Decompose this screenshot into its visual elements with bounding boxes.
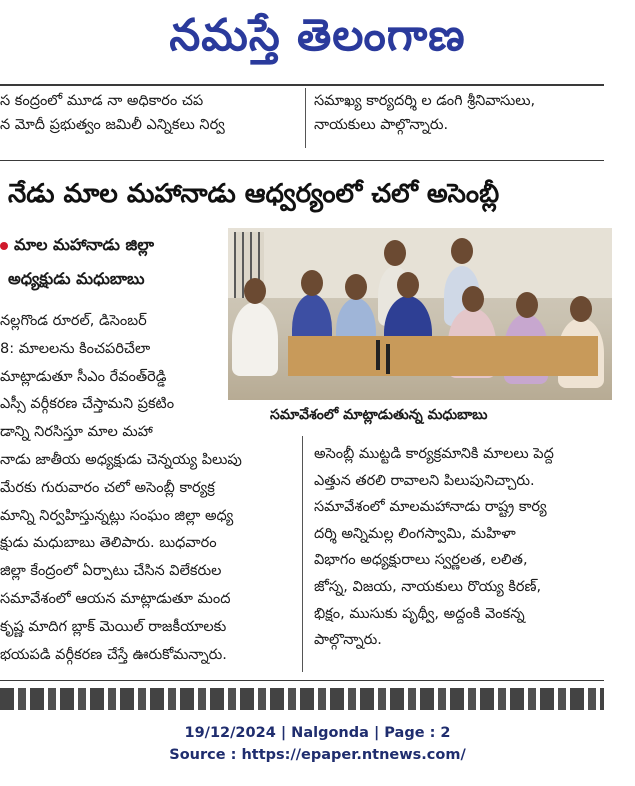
subhead-line: అధ్యక్షుడు మధుబాబు xyxy=(8,269,145,288)
text-line: నల్లగొండ రూరల్, డిసెంబర్ xyxy=(0,313,147,329)
text-line: జిల్లా కేంద్రంలో ఏర్పాటు చేసిన విలేకరుల xyxy=(0,563,222,580)
text-line: స కంద్రంలో మూడ నా అధికారం చప xyxy=(0,93,204,109)
body-left-column xyxy=(0,308,290,669)
text-line: నాయకులు పాల్గొన్నారు. xyxy=(314,117,449,134)
microphone-icon xyxy=(386,344,390,374)
text-line: మేరకు గురువారం చలో అసెంబ్లీ కార్యక్ర xyxy=(0,479,215,496)
footer-date-line: 19/12/2024 | Nalgonda | Page : 2 xyxy=(184,725,451,741)
text-line: సమావేశంలో ఆయన మాట్లాడుతూ మంద xyxy=(0,590,231,607)
column-divider xyxy=(305,88,306,148)
microphone-icon xyxy=(376,340,380,370)
text-line: సమాఖ్య కార్యదర్శి ల డంగి శ్రీనివాసులు, xyxy=(314,93,536,109)
text-line: ఎస్సీ వర్గీకరణ చేస్తామని ప్రకటిం xyxy=(0,396,175,413)
masthead xyxy=(0,0,635,82)
top-right-column xyxy=(314,89,614,137)
photo-caption: సమావేశంలో మాట్లాడుతున్న మధుబాబు xyxy=(270,407,488,423)
masthead-title: నమస్తే తెలంగాణ xyxy=(169,10,466,61)
subhead-line: మాల మహానాడు జిల్లా xyxy=(14,235,154,254)
article-headline: నేడు మాల మహానాడు ఆధ్వర్యంలో చలో అసెంబ్లీ xyxy=(8,179,500,209)
top-left-column xyxy=(0,89,298,137)
article-subhead xyxy=(0,228,228,296)
section-rule xyxy=(0,160,604,161)
text-line: న మోదీ ప్రభుత్వం జమిలీ ఎన్నికలు నిర్వ xyxy=(0,117,225,134)
cut-off-headline xyxy=(0,688,604,710)
text-line: మాట్లాడుతూ సీఎం రేవంత్‌రెడ్డి xyxy=(0,368,167,385)
text-line: అసెంబ్లీ ముట్టడి కార్యక్రమానికి మాలలు పెద్ద xyxy=(314,446,554,462)
press-table xyxy=(288,336,598,376)
section-rule xyxy=(0,680,604,681)
column-divider xyxy=(302,436,303,672)
body-right-column xyxy=(314,441,612,654)
text-line: క్షుడు మధుబాబు తెలిపారు. బుధవారం xyxy=(0,535,217,552)
text-line: పాల్గొన్నారు. xyxy=(314,632,382,649)
text-line: మాన్ని నిర్వహిస్తున్నట్లు సంఘం జిల్లా అధ్య xyxy=(0,507,234,524)
text-line: భయపడి వర్గీకరణ చేస్తే ఊరుకోమన్నారు. xyxy=(0,646,227,663)
text-line: కృష్ణ మాదిగ బ్లాక్ మెయిల్ రాజకీయాలకు xyxy=(0,618,227,635)
bullet-icon xyxy=(0,242,8,250)
page-footer xyxy=(0,722,635,766)
masthead-rule xyxy=(0,84,604,86)
text-line: భిక్షం, ముసుకు పృథ్వీ, అద్దంకి వెంకన్న xyxy=(314,605,525,622)
text-line: డాన్ని నిరసిస్తూ మాల మహా xyxy=(0,424,153,441)
text-line: దర్శి అన్నిమల్ల లింగస్వామి, మహిళా xyxy=(314,525,516,542)
footer-source-line: Source : https://epaper.ntnews.com/ xyxy=(169,747,466,763)
text-line: 8: మాలలను కించపరిచేలా xyxy=(0,340,151,357)
text-line: జోస్న, విజయ, నాయకులు రొయ్య కిరణ్, xyxy=(314,578,542,595)
text-line: విభాగం అధ్యక్షురాలు స్వర్ణలత, లలిత, xyxy=(314,552,528,569)
text-line: నాడు జాతీయ అధ్యక్షుడు చెన్నయ్య పిలుపు xyxy=(0,451,242,468)
text-line: సమావేశంలో మాలమహానాడు రాష్ట్ర కార్య xyxy=(314,499,547,516)
text-line: ఎత్తున తరలి రావాలని పిలుపునిచ్చారు. xyxy=(314,472,535,489)
